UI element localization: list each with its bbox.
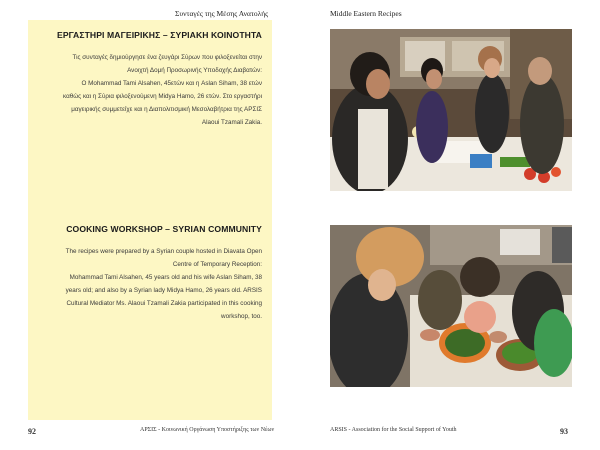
text-panel bbox=[28, 20, 272, 420]
english-line: Mohammad Tami Alsahen, 45 years old and his wife Aslan Siham, 38 bbox=[69, 274, 262, 281]
english-paragraph bbox=[28, 245, 272, 323]
greek-line: Ο Mohammad Tami Alsahen, 45ετών και η Aslan Siham, 38 ετών bbox=[81, 80, 262, 87]
greek-heading: ΕΡΓΑΣΤΗΡΙ ΜΑΓΕΙΡΙΚΗΣ – ΣΥΡΙΑΚΗ ΚΟΙΝΟΤΗΤΑ bbox=[57, 30, 262, 40]
english-line: workshop, too. bbox=[221, 313, 262, 320]
running-title-left: Συνταγές της Μέσης Ανατολής bbox=[175, 9, 269, 18]
greek-line: μαγειρικής συμμετείχε και η Διαπολιτισμική Μεσολαβήτρια της ΑΡΣΙΣ bbox=[71, 106, 262, 113]
english-line: Cultural Mediator Ms. Alaoui Tzamali Zakia participated in this cooking bbox=[66, 300, 262, 307]
greek-line: Τις συνταγές δημιούργησε ένα ζευγάρι Σύρων που φιλοξενείται στην bbox=[72, 54, 262, 61]
greek-paragraph bbox=[28, 51, 272, 129]
cooking-photo-1 bbox=[330, 29, 572, 191]
running-title-right: Middle Eastern Recipes bbox=[330, 9, 402, 18]
cooking-photo-2 bbox=[330, 225, 572, 387]
greek-line: Ανοιχτή Δομή Προσωρινής Υποδοχής Διαβατών: bbox=[127, 67, 262, 74]
english-heading: COOKING WORKSHOP – SYRIAN COMMUNITY bbox=[66, 224, 262, 234]
greek-section bbox=[28, 30, 272, 129]
greek-line: Alaoui Tzamali Zakia. bbox=[201, 119, 262, 126]
footer-text-left: ΑΡΣΙΣ - Κοινωνική Οργάνωση Υποστήριξης των Νέων bbox=[140, 427, 275, 433]
footer-text-right: ARSIS - Association for the Social Support of Youth bbox=[330, 427, 457, 433]
english-line: Centre of Temporary Reception: bbox=[172, 261, 262, 268]
greek-line: καθώς και η Σύρια φιλοξενούμενη Midya Hamo, 26 ετών. Στο εργαστήρι bbox=[63, 93, 262, 100]
english-section bbox=[28, 224, 272, 323]
page-number-left: 92 bbox=[28, 427, 36, 436]
page-number-right: 93 bbox=[560, 427, 568, 436]
english-line: The recipes were prepared by a Syrian couple hosted in Diavata Open bbox=[65, 248, 262, 255]
english-line: years old; and also by a Syrian lady Midya Hamo, 26 years old. ARSIS bbox=[65, 287, 262, 294]
